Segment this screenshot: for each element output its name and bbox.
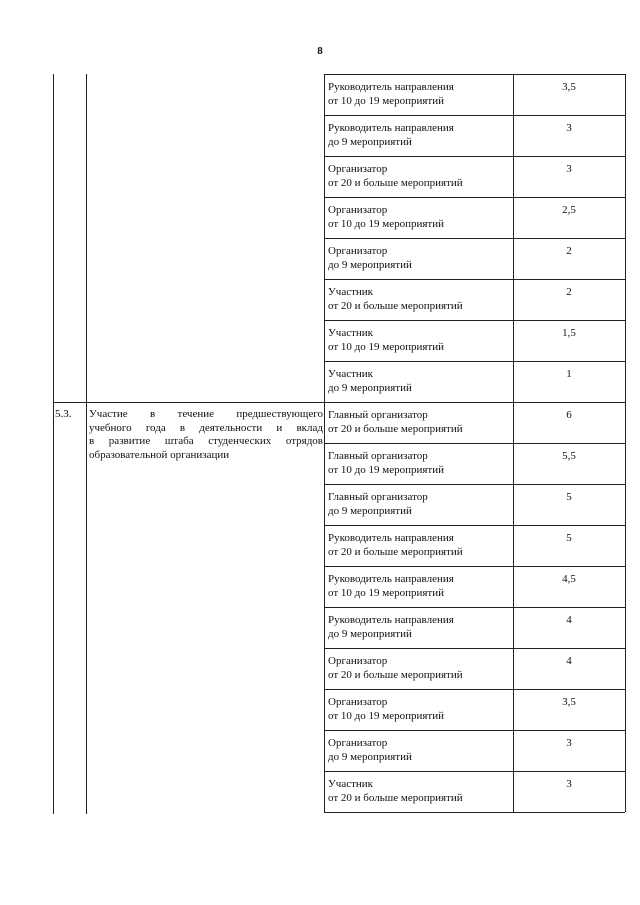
event-range: от 10 до 19 мероприятий [328,341,445,353]
role-name: Организатор [328,696,388,708]
table-row-border [324,361,625,362]
role-cell [328,777,514,805]
score-value: 5,5 [562,450,576,462]
table-row-border [324,115,625,116]
event-range: от 10 до 19 мероприятий [328,464,445,476]
role-name: Организатор [328,655,388,667]
page-number: 8 [317,45,323,57]
role-name: Участник [328,327,374,339]
event-range: от 10 до 19 мероприятий [328,218,445,230]
event-range: до 9 мероприятий [328,628,412,640]
table-row-border [324,812,625,813]
table-row-border [324,238,625,239]
event-range: от 10 до 19 мероприятий [328,710,445,722]
section-number: 5.3. [55,408,72,420]
table-row-border [324,443,625,444]
event-range: от 10 до 19 мероприятий [328,95,445,107]
section-text-line: Участие в течение предшествующего [89,408,323,420]
role-name: Организатор [328,245,388,257]
score-value: 6 [566,409,572,421]
score-value: 2 [566,245,572,257]
role-cell [328,654,514,682]
table-row-border [324,156,625,157]
role-cell [328,80,514,108]
role-name: Руководитель направления [328,573,454,585]
role-cell [328,162,514,190]
table-row-border [324,320,625,321]
role-cell [328,326,514,354]
role-name: Руководитель направления [328,81,454,93]
score-value: 3 [566,122,572,134]
event-range: от 20 и больше мероприятий [328,423,463,435]
role-name: Участник [328,286,374,298]
table-border-left [53,74,54,814]
score-value: 4 [566,655,572,667]
role-name: Организатор [328,737,388,749]
role-name: Руководитель направления [328,122,454,134]
table-row-border [53,402,625,403]
event-range: от 20 и больше мероприятий [328,177,463,189]
role-name: Руководитель направления [328,532,454,544]
event-range: до 9 мероприятий [328,136,412,148]
score-value: 1,5 [562,327,576,339]
role-cell [328,285,514,313]
role-cell [328,244,514,272]
section-text-line: учебного года в деятельности и вклад [89,421,323,434]
role-cell [328,736,514,764]
role-cell [328,490,514,518]
role-cell [328,695,514,723]
role-cell [328,531,514,559]
event-range: до 9 мероприятий [328,505,412,517]
role-name: Организатор [328,204,388,216]
table-row-border [324,484,625,485]
table-border-right [625,74,626,812]
role-name: Участник [328,368,374,380]
role-cell [328,121,514,149]
event-range: от 20 и больше мероприятий [328,669,463,681]
score-value: 1 [566,368,572,380]
table-border-col1 [86,74,87,814]
score-value: 5 [566,532,572,544]
score-value: 3 [566,737,572,749]
event-range: от 10 до 19 мероприятий [328,587,445,599]
role-name: Главный организатор [328,450,428,462]
table-row-border [324,648,625,649]
score-value: 3 [566,778,572,790]
table-row-border [324,689,625,690]
role-cell [328,449,514,477]
score-value: 4,5 [562,573,576,585]
role-cell [328,408,514,436]
score-value: 3 [566,163,572,175]
role-cell [328,613,514,641]
table-row-border [324,730,625,731]
table-row-border [324,771,625,772]
role-name: Руководитель направления [328,614,454,626]
table-row-border [324,607,625,608]
section-description [89,408,323,462]
table-row-border [324,279,625,280]
role-cell [328,572,514,600]
section-text-line: в развитие штаба студенческих отрядов [89,435,323,447]
event-range: до 9 мероприятий [328,751,412,763]
score-value: 3,5 [562,81,576,93]
table-row-border [324,566,625,567]
role-name: Главный организатор [328,491,428,503]
event-range: до 9 мероприятий [328,259,412,271]
score-value: 2,5 [562,204,576,216]
score-value: 5 [566,491,572,503]
table-row-border [324,74,625,75]
table-row-border [324,525,625,526]
event-range: от 20 и больше мероприятий [328,546,463,558]
event-range: от 20 и больше мероприятий [328,792,463,804]
event-range: от 20 и больше мероприятий [328,300,463,312]
table-row-border [324,197,625,198]
event-range: до 9 мероприятий [328,382,412,394]
score-value: 3,5 [562,696,576,708]
section-text-line: образовательной организации [89,448,230,461]
role-name: Участник [328,778,374,790]
role-name: Главный организатор [328,409,428,421]
score-value: 4 [566,614,572,626]
role-cell [328,203,514,231]
role-name: Организатор [328,163,388,175]
role-cell [328,367,514,395]
score-value: 2 [566,286,572,298]
